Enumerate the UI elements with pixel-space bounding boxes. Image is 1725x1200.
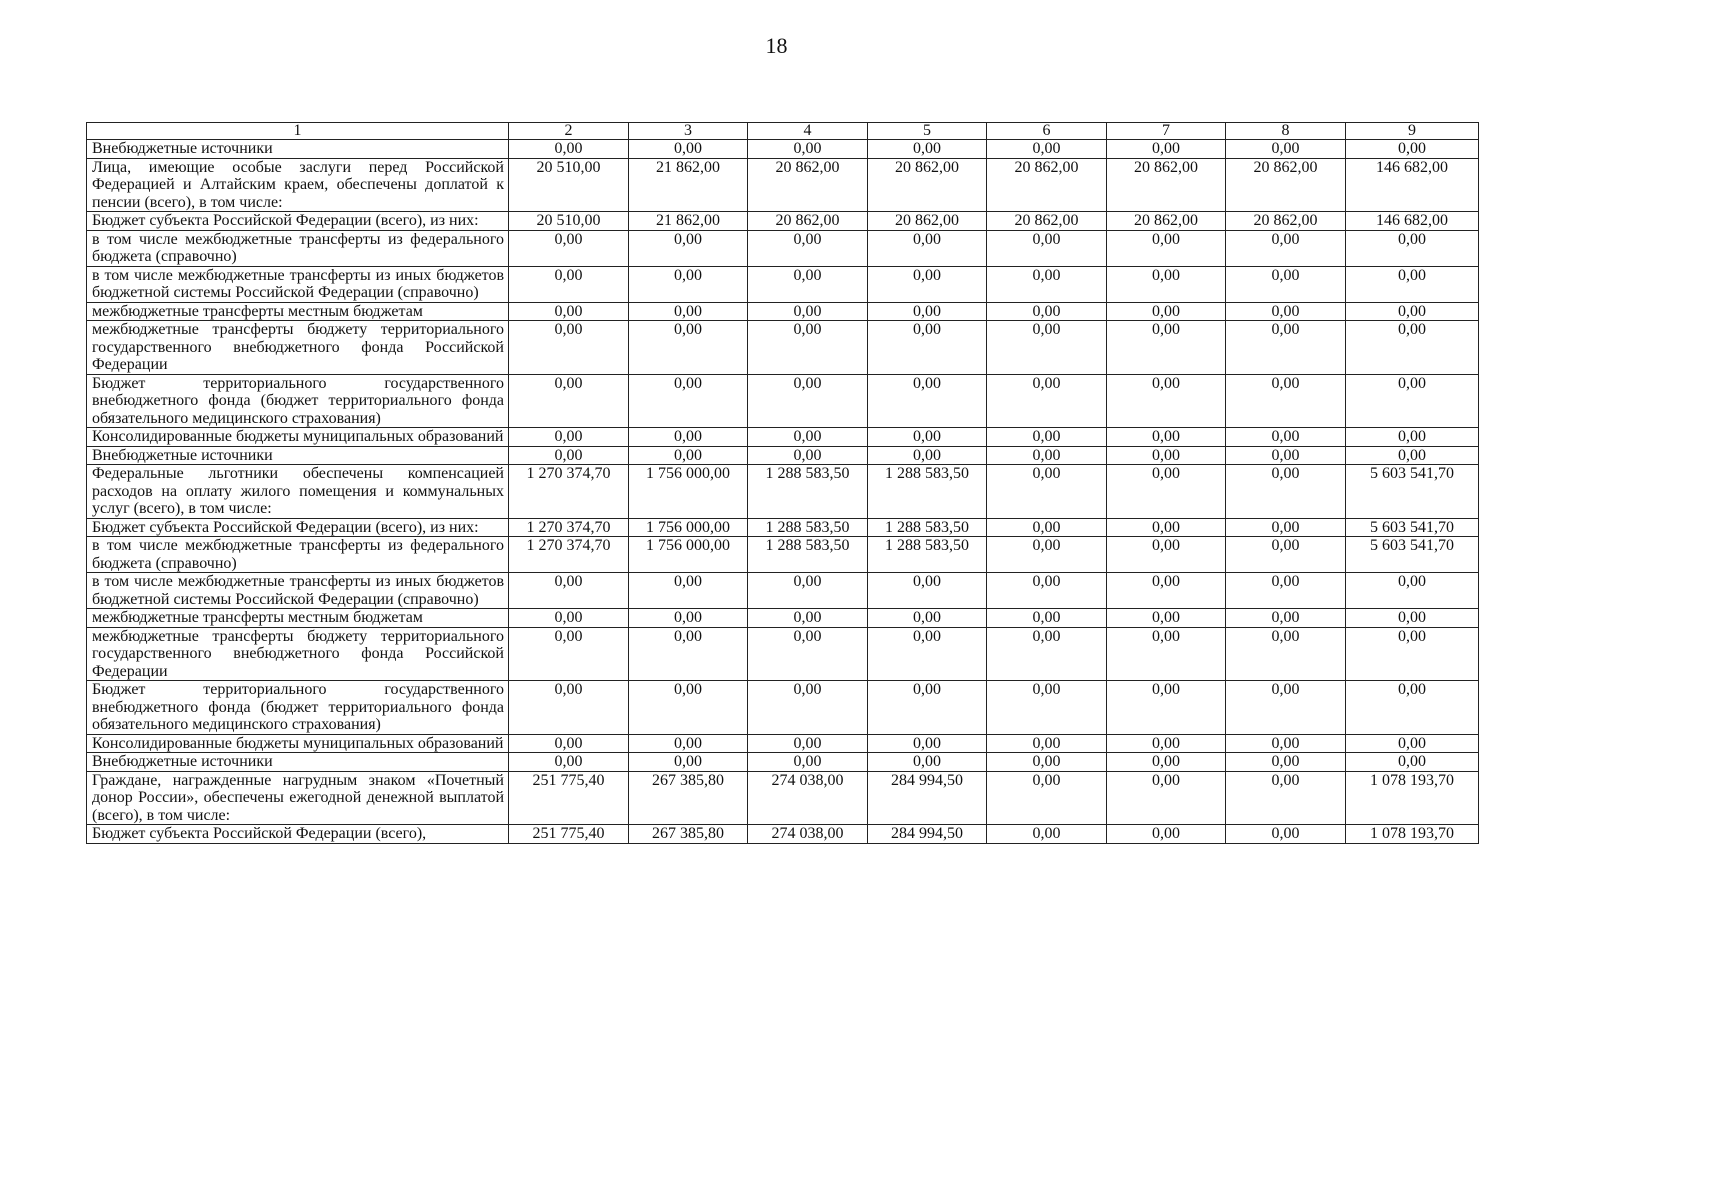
row-label: Бюджет субъекта Российской Федерации (всего), из них: — [87, 212, 509, 231]
value-cell: 0,00 — [748, 753, 868, 772]
row-label: межбюджетные трансферты местным бюджетам — [87, 609, 509, 628]
value-cell: 0,00 — [748, 573, 868, 609]
table-row — [87, 771, 1479, 825]
value-cell: 1 288 583,50 — [868, 465, 987, 519]
value-cell: 0,00 — [1226, 446, 1346, 465]
value-cell: 0,00 — [748, 266, 868, 302]
value-cell: 1 078 193,70 — [1346, 771, 1479, 825]
column-number: 5 — [868, 123, 987, 140]
value-cell: 0,00 — [987, 230, 1107, 266]
value-cell: 0,00 — [509, 140, 629, 159]
value-cell: 267 385,80 — [629, 771, 748, 825]
value-cell: 1 270 374,70 — [509, 465, 629, 519]
value-cell: 0,00 — [987, 266, 1107, 302]
value-cell: 0,00 — [509, 627, 629, 681]
value-cell: 0,00 — [748, 374, 868, 428]
value-cell: 0,00 — [1226, 266, 1346, 302]
value-cell: 0,00 — [748, 140, 868, 159]
value-cell: 0,00 — [1107, 266, 1226, 302]
value-cell: 0,00 — [1226, 573, 1346, 609]
table-row — [87, 465, 1479, 519]
table-row — [87, 212, 1479, 231]
value-cell: 0,00 — [748, 446, 868, 465]
row-label: Бюджет субъекта Российской Федерации (всего), из них: — [87, 518, 509, 537]
value-cell: 0,00 — [629, 428, 748, 447]
value-cell: 0,00 — [509, 321, 629, 375]
value-cell: 0,00 — [748, 627, 868, 681]
value-cell: 0,00 — [509, 374, 629, 428]
value-cell: 0,00 — [1107, 302, 1226, 321]
value-cell: 20 862,00 — [987, 212, 1107, 231]
row-label: межбюджетные трансферты бюджету территориального государственного внебюджетного фонда Российской Федерации — [87, 627, 509, 681]
value-cell: 5 603 541,70 — [1346, 537, 1479, 573]
value-cell: 0,00 — [868, 753, 987, 772]
value-cell: 20 510,00 — [509, 212, 629, 231]
value-cell: 0,00 — [1107, 681, 1226, 735]
value-cell: 0,00 — [987, 681, 1107, 735]
value-cell: 0,00 — [1107, 518, 1226, 537]
value-cell: 0,00 — [987, 734, 1107, 753]
value-cell: 0,00 — [1226, 537, 1346, 573]
value-cell: 0,00 — [1107, 428, 1226, 447]
value-cell: 0,00 — [1346, 140, 1479, 159]
value-cell: 0,00 — [987, 465, 1107, 519]
value-cell: 0,00 — [1226, 374, 1346, 428]
value-cell: 0,00 — [1226, 753, 1346, 772]
column-number: 7 — [1107, 123, 1226, 140]
value-cell: 0,00 — [1346, 627, 1479, 681]
table-row — [87, 140, 1479, 159]
value-cell: 0,00 — [1226, 681, 1346, 735]
value-cell: 0,00 — [868, 230, 987, 266]
value-cell: 0,00 — [1346, 734, 1479, 753]
row-label: в том числе межбюджетные трансферты из иных бюджетов бюджетной системы Российской Федерации (справочно) — [87, 266, 509, 302]
value-cell: 0,00 — [868, 321, 987, 375]
row-label: Бюджет территориального государственного внебюджетного фонда (бюджет территориального фонда обязательного медицинского страхования) — [87, 681, 509, 735]
value-cell: 0,00 — [1107, 140, 1226, 159]
value-cell: 274 038,00 — [748, 825, 868, 844]
value-cell: 0,00 — [509, 734, 629, 753]
table-row — [87, 537, 1479, 573]
budget-table — [86, 122, 1479, 844]
value-cell: 0,00 — [509, 446, 629, 465]
value-cell: 0,00 — [987, 518, 1107, 537]
value-cell: 20 862,00 — [1226, 158, 1346, 212]
value-cell: 0,00 — [1346, 302, 1479, 321]
value-cell: 0,00 — [868, 681, 987, 735]
value-cell: 20 862,00 — [868, 158, 987, 212]
value-cell: 0,00 — [1107, 321, 1226, 375]
value-cell: 1 288 583,50 — [868, 537, 987, 573]
value-cell: 0,00 — [1226, 321, 1346, 375]
value-cell: 1 288 583,50 — [748, 465, 868, 519]
value-cell: 0,00 — [1226, 518, 1346, 537]
value-cell: 0,00 — [748, 681, 868, 735]
value-cell: 0,00 — [1346, 446, 1479, 465]
value-cell: 0,00 — [629, 573, 748, 609]
value-cell: 0,00 — [987, 374, 1107, 428]
value-cell: 0,00 — [748, 321, 868, 375]
value-cell: 0,00 — [868, 374, 987, 428]
value-cell: 0,00 — [987, 609, 1107, 628]
value-cell: 5 603 541,70 — [1346, 465, 1479, 519]
value-cell: 0,00 — [509, 573, 629, 609]
value-cell: 0,00 — [987, 537, 1107, 573]
table-body — [87, 140, 1479, 844]
value-cell: 0,00 — [868, 446, 987, 465]
value-cell: 0,00 — [868, 266, 987, 302]
value-cell: 0,00 — [629, 446, 748, 465]
row-label: Лица, имеющие особые заслуги перед Российской Федерацией и Алтайским краем, обеспечены доплатой к пенсии (всего), в том числе: — [87, 158, 509, 212]
row-label: Внебюджетные источники — [87, 446, 509, 465]
value-cell: 0,00 — [987, 573, 1107, 609]
value-cell: 0,00 — [987, 627, 1107, 681]
value-cell: 0,00 — [1346, 321, 1479, 375]
value-cell: 0,00 — [1107, 627, 1226, 681]
table-row — [87, 681, 1479, 735]
value-cell: 0,00 — [1107, 374, 1226, 428]
table-row — [87, 158, 1479, 212]
value-cell: 0,00 — [1107, 446, 1226, 465]
value-cell: 0,00 — [1346, 573, 1479, 609]
value-cell: 0,00 — [1226, 734, 1346, 753]
row-label: Консолидированные бюджеты муниципальных образований — [87, 428, 509, 447]
value-cell: 251 775,40 — [509, 771, 629, 825]
value-cell: 1 756 000,00 — [629, 537, 748, 573]
column-number: 1 — [87, 123, 509, 140]
table-row — [87, 825, 1479, 844]
value-cell: 0,00 — [1226, 302, 1346, 321]
value-cell: 0,00 — [1226, 627, 1346, 681]
value-cell: 0,00 — [868, 734, 987, 753]
table-row — [87, 302, 1479, 321]
value-cell: 284 994,50 — [868, 825, 987, 844]
value-cell: 1 288 583,50 — [748, 537, 868, 573]
table-row — [87, 518, 1479, 537]
table-row — [87, 734, 1479, 753]
table-row — [87, 627, 1479, 681]
value-cell: 0,00 — [1226, 825, 1346, 844]
value-cell: 1 288 583,50 — [748, 518, 868, 537]
value-cell: 0,00 — [748, 302, 868, 321]
value-cell: 0,00 — [629, 266, 748, 302]
value-cell: 0,00 — [868, 140, 987, 159]
row-label: в том числе межбюджетные трансферты из федерального бюджета (справочно) — [87, 230, 509, 266]
table-row — [87, 428, 1479, 447]
value-cell: 0,00 — [987, 428, 1107, 447]
value-cell: 146 682,00 — [1346, 158, 1479, 212]
value-cell: 1 288 583,50 — [868, 518, 987, 537]
value-cell: 20 862,00 — [1107, 212, 1226, 231]
table-row — [87, 753, 1479, 772]
value-cell: 0,00 — [509, 230, 629, 266]
row-label: в том числе межбюджетные трансферты из иных бюджетов бюджетной системы Российской Федерации (справочно) — [87, 573, 509, 609]
value-cell: 0,00 — [868, 609, 987, 628]
value-cell: 284 994,50 — [868, 771, 987, 825]
value-cell: 0,00 — [509, 302, 629, 321]
value-cell: 0,00 — [629, 609, 748, 628]
value-cell: 0,00 — [629, 321, 748, 375]
value-cell: 0,00 — [1107, 734, 1226, 753]
value-cell: 0,00 — [1226, 771, 1346, 825]
row-label: Внебюджетные источники — [87, 753, 509, 772]
value-cell: 0,00 — [1107, 537, 1226, 573]
value-cell: 0,00 — [1226, 230, 1346, 266]
column-number: 8 — [1226, 123, 1346, 140]
row-label: Консолидированные бюджеты муниципальных образований — [87, 734, 509, 753]
value-cell: 0,00 — [1346, 609, 1479, 628]
value-cell: 0,00 — [1107, 573, 1226, 609]
value-cell: 146 682,00 — [1346, 212, 1479, 231]
value-cell: 1 270 374,70 — [509, 537, 629, 573]
value-cell: 1 270 374,70 — [509, 518, 629, 537]
value-cell: 20 862,00 — [987, 158, 1107, 212]
value-cell: 0,00 — [629, 374, 748, 428]
row-label: Граждане, награжденные нагрудным знаком «Почетный донор России», обеспечены ежегодной денежной выплатой (всего), в том числе: — [87, 771, 509, 825]
value-cell: 0,00 — [987, 825, 1107, 844]
value-cell: 0,00 — [987, 321, 1107, 375]
value-cell: 20 862,00 — [748, 212, 868, 231]
value-cell: 5 603 541,70 — [1346, 518, 1479, 537]
table-header-row — [87, 123, 1479, 140]
table-row — [87, 609, 1479, 628]
value-cell: 20 862,00 — [1226, 212, 1346, 231]
value-cell: 0,00 — [748, 428, 868, 447]
value-cell: 20 510,00 — [509, 158, 629, 212]
table-row — [87, 230, 1479, 266]
column-number: 6 — [987, 123, 1107, 140]
column-number: 3 — [629, 123, 748, 140]
value-cell: 0,00 — [748, 609, 868, 628]
row-label: Внебюджетные источники — [87, 140, 509, 159]
value-cell: 0,00 — [987, 771, 1107, 825]
value-cell: 0,00 — [509, 609, 629, 628]
row-label: межбюджетные трансферты местным бюджетам — [87, 302, 509, 321]
value-cell: 20 862,00 — [868, 212, 987, 231]
value-cell: 0,00 — [509, 266, 629, 302]
table-row — [87, 374, 1479, 428]
value-cell: 251 775,40 — [509, 825, 629, 844]
value-cell: 0,00 — [629, 627, 748, 681]
value-cell: 0,00 — [868, 573, 987, 609]
value-cell: 1 756 000,00 — [629, 465, 748, 519]
value-cell: 0,00 — [1107, 465, 1226, 519]
value-cell: 0,00 — [868, 302, 987, 321]
value-cell: 21 862,00 — [629, 158, 748, 212]
value-cell: 0,00 — [868, 627, 987, 681]
value-cell: 0,00 — [509, 428, 629, 447]
value-cell: 0,00 — [1107, 609, 1226, 628]
row-label: Бюджет субъекта Российской Федерации (всего), — [87, 825, 509, 844]
value-cell: 0,00 — [1226, 428, 1346, 447]
value-cell: 0,00 — [1107, 771, 1226, 825]
value-cell: 0,00 — [1346, 374, 1479, 428]
value-cell: 0,00 — [629, 681, 748, 735]
value-cell: 0,00 — [629, 734, 748, 753]
value-cell: 1 756 000,00 — [629, 518, 748, 537]
value-cell: 0,00 — [509, 753, 629, 772]
value-cell: 0,00 — [987, 446, 1107, 465]
value-cell: 267 385,80 — [629, 825, 748, 844]
value-cell: 20 862,00 — [1107, 158, 1226, 212]
value-cell: 0,00 — [987, 753, 1107, 772]
row-label: Бюджет территориального государственного внебюджетного фонда (бюджет территориального фонда обязательного медицинского страхования) — [87, 374, 509, 428]
value-cell: 0,00 — [629, 302, 748, 321]
row-label: Федеральные льготники обеспечены компенсацией расходов на оплату жилого помещения и коммунальных услуг (всего), в том числе: — [87, 465, 509, 519]
value-cell: 0,00 — [1346, 428, 1479, 447]
value-cell: 0,00 — [1346, 753, 1479, 772]
column-number: 9 — [1346, 123, 1479, 140]
value-cell: 0,00 — [1226, 465, 1346, 519]
value-cell: 0,00 — [629, 140, 748, 159]
value-cell: 0,00 — [1107, 753, 1226, 772]
column-number: 2 — [509, 123, 629, 140]
row-label: в том числе межбюджетные трансферты из федерального бюджета (справочно) — [87, 537, 509, 573]
value-cell: 0,00 — [1107, 825, 1226, 844]
page-number: 18 — [765, 33, 788, 58]
value-cell: 0,00 — [1346, 266, 1479, 302]
value-cell: 0,00 — [629, 753, 748, 772]
value-cell: 0,00 — [629, 230, 748, 266]
value-cell: 20 862,00 — [748, 158, 868, 212]
value-cell: 0,00 — [1107, 230, 1226, 266]
table-row — [87, 266, 1479, 302]
column-number: 4 — [748, 123, 868, 140]
value-cell: 1 078 193,70 — [1346, 825, 1479, 844]
value-cell: 0,00 — [1346, 681, 1479, 735]
row-label: межбюджетные трансферты бюджету территориального государственного внебюджетного фонда Российской Федерации — [87, 321, 509, 375]
table-row — [87, 573, 1479, 609]
value-cell: 0,00 — [987, 140, 1107, 159]
value-cell: 0,00 — [1226, 609, 1346, 628]
table-row — [87, 446, 1479, 465]
value-cell: 0,00 — [509, 681, 629, 735]
value-cell: 21 862,00 — [629, 212, 748, 231]
value-cell: 0,00 — [868, 428, 987, 447]
value-cell: 274 038,00 — [748, 771, 868, 825]
value-cell: 0,00 — [748, 230, 868, 266]
value-cell: 0,00 — [748, 734, 868, 753]
value-cell: 0,00 — [1226, 140, 1346, 159]
value-cell: 0,00 — [987, 302, 1107, 321]
table-row — [87, 321, 1479, 375]
value-cell: 0,00 — [1346, 230, 1479, 266]
